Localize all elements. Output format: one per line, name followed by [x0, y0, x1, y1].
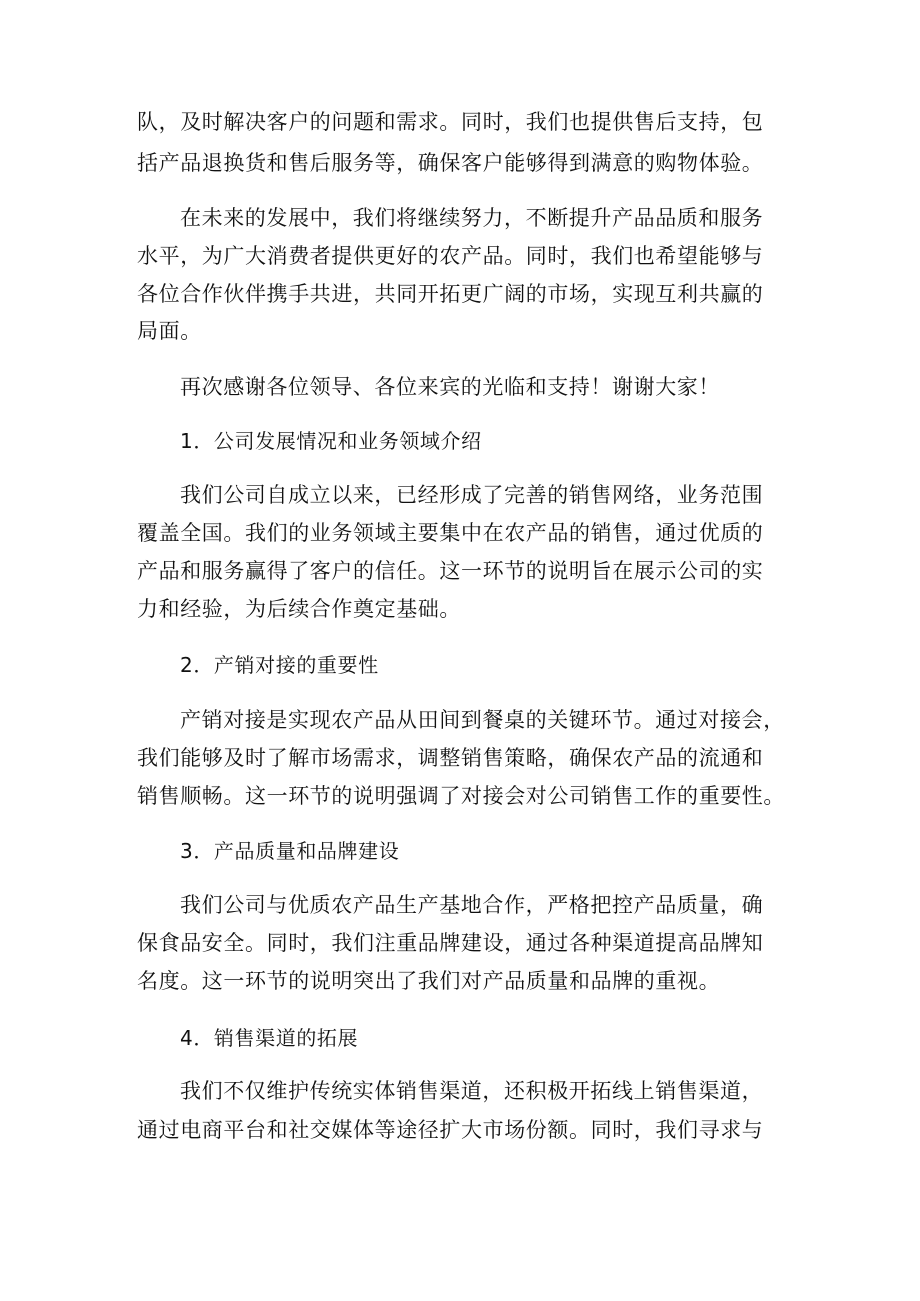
paragraph-line: 在未来的发展中，我们将继续努力，不断提升产品品质和服务 — [180, 206, 764, 230]
paragraph-line: 我们公司自成立以来，已经形成了完善的销售网络，业务范围 — [180, 483, 764, 507]
paragraph-line: 通过电商平台和社交媒体等途径扩大市场份额。同时，我们寻求与 — [137, 1118, 764, 1142]
paragraph-line: 各位合作伙伴携手共进，共同开拓更广阔的市场，实现互利共赢的 — [137, 282, 764, 306]
section-heading: 2．产销对接的重要性 — [180, 653, 379, 677]
paragraph-line: 我们公司与优质农产品生产基地合作，严格把控产品质量，确 — [180, 893, 764, 917]
paragraph-line: 我们不仅维护传统实体销售渠道，还积极开拓线上销售渠道， — [180, 1079, 764, 1103]
paragraph-line: 销售顺畅。这一环节的说明强调了对接会对公司销售工作的重要性。 — [137, 784, 785, 808]
section-heading: 1．公司发展情况和业务领域介绍 — [180, 429, 482, 453]
paragraph-line: 产销对接是实现农产品从田间到餐桌的关键环节。通过对接会， — [180, 708, 785, 732]
paragraph-line: 我们能够及时了解市场需求，调整销售策略，确保农产品的流通和 — [137, 746, 764, 770]
paragraph-line: 名度。这一环节的说明突出了我们对产品质量和品牌的重视。 — [137, 969, 721, 993]
paragraph-line: 产品和服务赢得了客户的信任。这一环节的说明旨在展示公司的实 — [137, 559, 764, 583]
paragraph-line: 覆盖全国。我们的业务领域主要集中在农产品的销售，通过优质的 — [137, 521, 764, 545]
section-heading: 3．产品质量和品牌建设 — [180, 839, 400, 863]
paragraph-line: 局面。 — [137, 319, 202, 343]
section-heading: 4．销售渠道的拓展 — [180, 1026, 359, 1050]
paragraph-line: 再次感谢各位领导、各位来宾的光临和支持！谢谢大家！ — [180, 375, 720, 399]
paragraph-line: 保食品安全。同时，我们注重品牌建设，通过各种渠道提高品牌知 — [137, 931, 764, 955]
paragraph-line: 队，及时解决客户的问题和需求。同时，我们也提供售后支持，包 — [137, 110, 764, 134]
paragraph-line: 水平，为广大消费者提供更好的农产品。同时，我们也希望能够与 — [137, 244, 764, 268]
paragraph-line: 括产品退换货和售后服务等，确保客户能够得到满意的购物体验。 — [137, 151, 764, 175]
paragraph-line: 力和经验，为后续合作奠定基础。 — [137, 597, 461, 621]
